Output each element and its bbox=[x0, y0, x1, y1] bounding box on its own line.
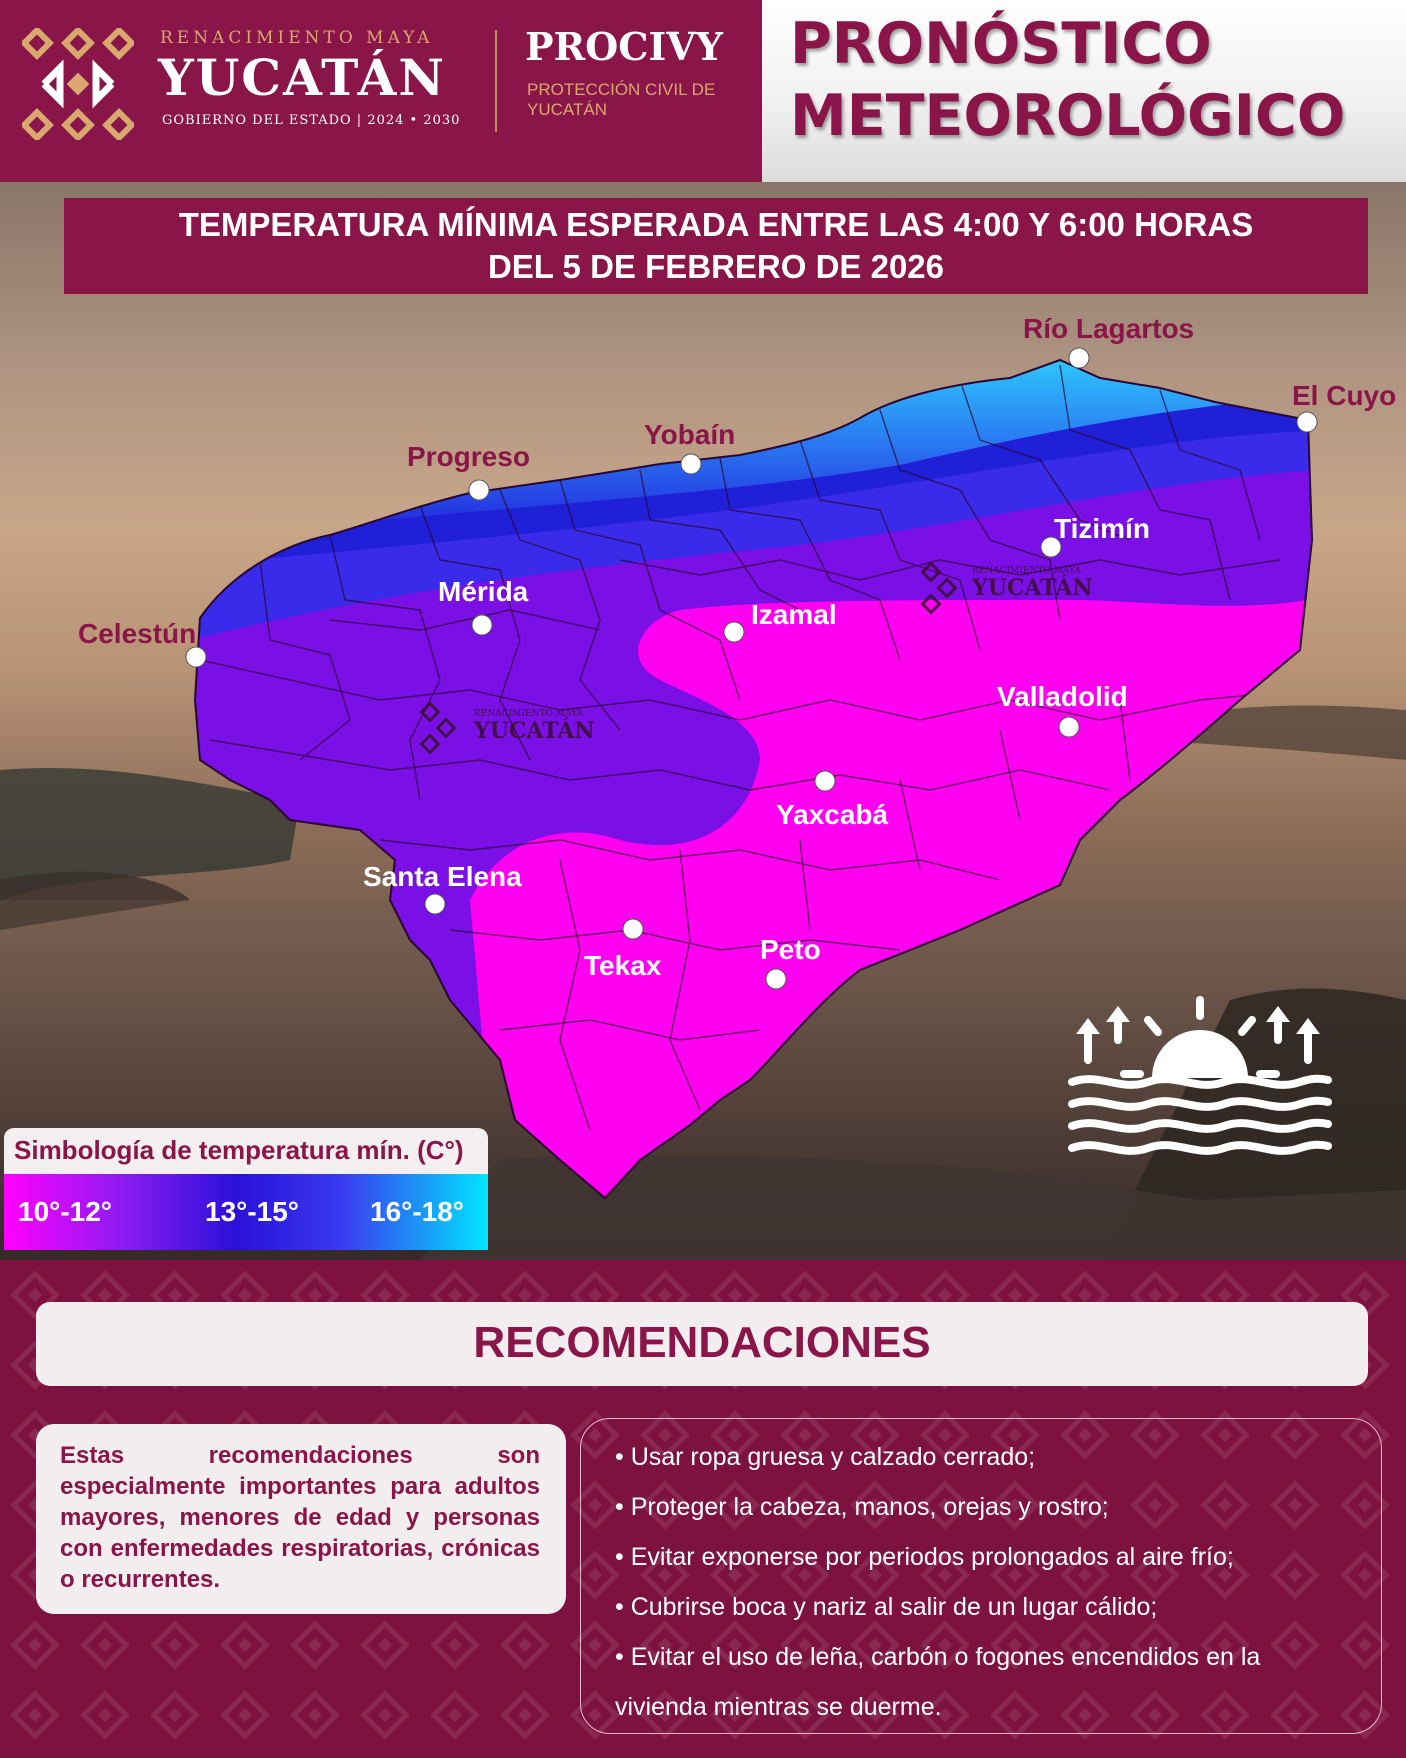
list-item: • Evitar el uso de leña, carbón o fogones encendidos en la vivienda mientras se duerme. bbox=[615, 1643, 1261, 1721]
list-item: • Cubrirse boca y nariz al salir de un lugar cálido; bbox=[615, 1593, 1158, 1621]
city-label: Yobaín bbox=[644, 419, 736, 450]
gov-subtitle: GOBIERNO DEL ESTADO | 2024 • 2030 bbox=[162, 113, 461, 128]
city-label: Progreso bbox=[407, 441, 530, 472]
city-label: Santa Elena bbox=[363, 861, 522, 892]
city-marker bbox=[681, 454, 701, 474]
city-marker bbox=[623, 919, 643, 939]
watermark-kicker: RENACIMIENTO MAYA bbox=[972, 566, 1081, 576]
city-marker bbox=[469, 480, 489, 500]
agency-name: PROCIVY bbox=[525, 24, 723, 69]
gov-kicker: RENACIMIENTO MAYA bbox=[160, 28, 434, 48]
watermark-name: YUCATÁN bbox=[474, 718, 595, 744]
city-label: Peto bbox=[760, 934, 821, 965]
map-title: TEMPERATURA MÍNIMA ESPERADA ENTRE LAS 4:00 Y 6:00 HORAS DEL 5 DE FEBRERO DE 2026 bbox=[178, 206, 1254, 285]
city-label: Izamal bbox=[751, 599, 837, 630]
city-marker bbox=[1297, 412, 1317, 432]
city-marker bbox=[186, 647, 206, 667]
city-label: Celestún bbox=[78, 618, 197, 649]
city-marker bbox=[425, 894, 445, 914]
list-item: • Usar ropa gruesa y calzado cerrado; bbox=[615, 1443, 1036, 1471]
list-item: • Proteger la cabeza, manos, orejas y rostro; bbox=[615, 1493, 1109, 1521]
city-marker bbox=[766, 969, 786, 989]
city-label: Yaxcabá bbox=[776, 799, 889, 830]
recommendations-title: RECOMENDACIONES bbox=[473, 1318, 931, 1367]
legend-title: Simbología de temperatura mín. (C°) bbox=[14, 1135, 464, 1165]
city-marker bbox=[724, 622, 744, 642]
city-marker bbox=[815, 771, 835, 791]
recommendations-list bbox=[615, 1432, 1355, 1732]
city-label: El Cuyo bbox=[1292, 380, 1397, 411]
list-item: • Evitar exponerse por periodos prolongados al aire frío; bbox=[615, 1543, 1234, 1571]
city-label: Tizimín bbox=[1054, 513, 1150, 544]
gov-name: YUCATÁN bbox=[158, 48, 447, 107]
report-title: PRONÓSTICO METEOROLÓGICO bbox=[790, 11, 1346, 149]
city-label: Valladolid bbox=[997, 681, 1128, 712]
legend-item-10-12: 10°-12° bbox=[18, 1196, 113, 1227]
city-celestun bbox=[78, 618, 206, 667]
city-el-cuyo bbox=[1292, 380, 1396, 432]
watermark-name: YUCATÁN bbox=[972, 575, 1093, 601]
city-label: Tekax bbox=[584, 950, 662, 981]
legend-item-13-15: 13°-15° bbox=[205, 1196, 300, 1227]
note-text: Estas recomendaciones son especialmente importantes para adultos mayores, menores de edad y personas con enfermedades respiratorias, crónicas o recurrentes. bbox=[60, 1442, 540, 1593]
watermark-kicker: RENACIMIENTO MAYA bbox=[474, 709, 583, 719]
sunrise-over-water-icon bbox=[1072, 1000, 1328, 1151]
city-label: Mérida bbox=[438, 576, 529, 607]
city-marker bbox=[472, 615, 492, 635]
legend-item-16-18: 16°-18° bbox=[370, 1196, 465, 1227]
city-rio-lagartos bbox=[1023, 313, 1194, 368]
city-label: Río Lagartos bbox=[1023, 313, 1195, 344]
agency-subtitle: PROTECCIÓN CIVIL DE YUCATÁN bbox=[527, 80, 716, 119]
city-marker bbox=[1059, 717, 1079, 737]
city-marker bbox=[1069, 348, 1089, 368]
